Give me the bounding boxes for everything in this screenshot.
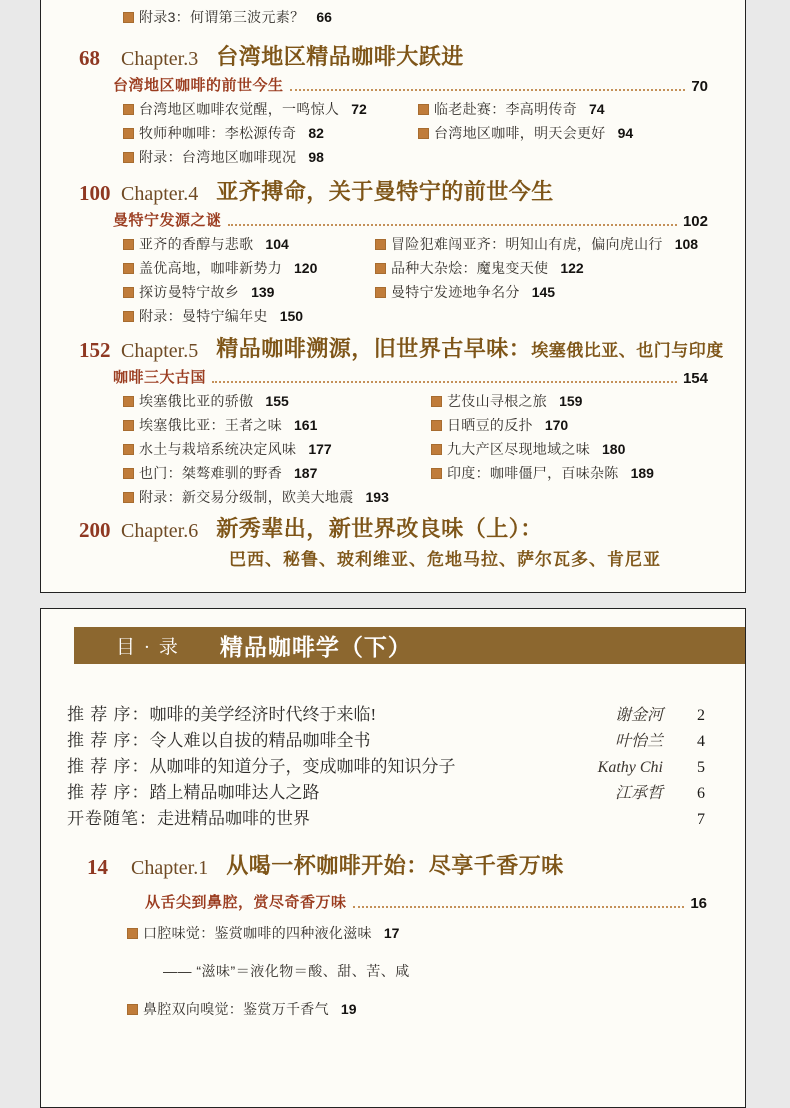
toc-item-label: 口腔味觉：鉴赏咖啡的四种液化滋味 [143,925,372,941]
chapter4-subhead [113,206,708,230]
bullet-square-icon [123,311,134,322]
toc-item-page: 108 [674,236,699,252]
toc-item-label: 附录：新交易分级制，欧美大地震 [139,489,354,505]
toc-item-label: 水土与栽培系统决定风味 [139,441,297,457]
bullet-square-icon [431,396,442,407]
chapter1-page-number: 14 [87,855,108,879]
toc-item-page: 187 [294,465,318,481]
toc-item-page: 177 [308,441,332,457]
bullet-square-icon [123,420,134,431]
preface-label: 推 荐 序： [67,705,150,724]
toc-row [123,437,707,461]
toc-row [123,413,707,437]
toc-item-label: 牧师种咖啡：李松源传奇 [139,125,297,141]
toc-item-page: 120 [294,260,318,276]
toc-item [123,391,431,411]
bullet-square-icon [123,263,134,274]
bullet-square-icon [123,287,134,298]
bullet-square-icon [123,239,134,250]
chapter1-subhead-label: 从舌尖到鼻腔，赏尽奇香万味 [145,894,347,911]
toc-item-page: 161 [294,417,318,433]
dotted-leader [228,224,677,226]
toc-item-page: 155 [265,393,289,409]
bullet-square-icon [123,128,134,139]
chapter1-heading [41,850,745,880]
toc-item [431,415,707,435]
toc-item-page: 193 [365,489,389,505]
toc-row [123,389,707,413]
toc-item [123,487,431,507]
toc-row [123,461,707,485]
chapter5-title [216,332,724,363]
preface-title: 咖啡的美学经济时代终于来临! [149,705,377,724]
toc-item-label: 九大产区尽现地域之味 [447,441,590,457]
toc-row [123,485,707,509]
chapter4-items [123,232,707,328]
chapter5-subhead [113,363,708,387]
chapter1-items [127,922,707,1020]
preface-row [67,778,705,804]
toc-item-label: 艺伎山寻根之旅 [447,393,548,409]
chapter5-word: Chapter.5 [121,340,199,362]
toc-item-label: 附录3：何谓第三波元素？ [139,9,305,25]
dotted-leader [353,906,685,908]
toc-item-label: 附录：台湾地区咖啡现况 [139,149,297,165]
toc-item [123,147,418,167]
bullet-square-icon [375,287,386,298]
toc-row [123,121,707,145]
toc-item [123,99,418,119]
toc-item-page: 189 [630,465,654,481]
bullet-square-icon [127,928,138,939]
toc-item-page: 17 [383,925,400,941]
toc-item [375,258,707,278]
preface-author: 谢金河 [614,707,663,724]
toc-row [123,232,707,256]
toc-item [123,282,375,302]
preface-author: Kathy Chi [597,759,663,776]
toc-item [123,463,431,483]
chapter4-subhead-label: 曼特宁发源之谜 [113,212,222,229]
chapter6-title-line2: 巴西、秘鲁、玻利维亚、危地马拉、萨尔瓦多、肯尼亚 [229,550,661,569]
chapter5-title-main: 精品咖啡溯源，旧世界古早味： [216,336,532,361]
preface-page: 5 [697,759,705,776]
toc-banner [74,627,745,664]
bullet-square-icon [431,468,442,479]
chapter6-word: Chapter.6 [121,520,199,542]
preface-author: 叶怡兰 [614,733,663,750]
chapter4-subhead-page: 102 [682,213,708,230]
toc-item-page: 145 [531,284,556,300]
chapter4-word: Chapter.4 [121,183,199,205]
preface-row [67,804,705,830]
toc-item-label: 鼻腔双向嗅觉：鉴赏万千香气 [143,1001,329,1017]
chapter3-title: 台湾地区精品咖啡大跃进 [216,44,464,69]
toc-item-page: 72 [351,101,367,117]
toc-item [123,439,431,459]
toc-item [418,99,707,119]
chapter6-heading [41,513,745,543]
toc-item [431,391,707,411]
toc-item [375,282,707,302]
toc-item-label: 曼特宁发迹地争名分 [391,284,520,300]
chapter5-items [123,389,707,509]
toc-item-label: 埃塞俄比亚的骄傲 [139,393,254,409]
chapter1-word: Chapter.1 [131,857,209,879]
toc-item [123,123,418,143]
bullet-square-icon [123,492,134,503]
dotted-leader [212,381,677,383]
toc-row [123,145,707,169]
preface-label: 开卷随笔： [67,809,157,828]
toc-item-label: 埃塞俄比亚：王者之味 [139,417,282,433]
bullet-square-icon [127,1004,138,1015]
toc-item-label: 日晒豆的反扑 [447,417,533,433]
bullet-square-icon [123,12,134,23]
bullet-square-icon [418,128,429,139]
toc-page-upper [40,0,746,593]
banner-book-title: 精品咖啡学（下） [219,634,412,660]
toc-item-label: 附录：曼特宁编年史 [139,308,268,324]
toc-item-page: 104 [265,236,289,252]
chapter6-page-number: 200 [79,518,111,542]
toc-item-page: 82 [308,125,324,141]
toc-item [123,306,375,326]
toc-row [123,280,707,304]
preface-title: 令人难以自拔的精品咖啡全书 [149,731,371,750]
toc-item-page: 159 [559,393,583,409]
bullet-square-icon [431,444,442,455]
toc-item-page: 94 [617,125,634,141]
chapter5-subhead-label: 咖啡三大古国 [113,369,207,386]
bullet-square-icon [375,263,386,274]
preface-author: 江承哲 [614,785,663,802]
bullet-square-icon [375,239,386,250]
toc-item-page: 74 [589,101,605,117]
chapter3-heading [41,41,745,71]
chapter3-subhead-page: 70 [691,78,708,95]
preface-label: 推 荐 序： [67,783,150,802]
chapter3-subhead [113,71,708,95]
chapter1-title: 从喝一杯咖啡开始：尽享千香万味 [226,853,564,878]
toc-row [123,256,707,280]
chapter1-subhead [145,888,707,912]
chapter3-subhead-label: 台湾地区咖啡的前世今生 [113,77,284,94]
chapter5-page-number: 152 [79,338,111,362]
toc-item-label: 台湾地区咖啡，明天会更好 [434,125,606,141]
preface-title: 从咖啡的知道分子，变成咖啡的知识分子 [149,757,456,776]
toc-item-note: —— “滋味”＝液化物＝酸、甜、苦、咸 [163,963,410,979]
toc-row [123,304,707,328]
chapter3-items [123,97,707,169]
toc-item-label: 探访曼特宁故乡 [139,284,240,300]
toc-item-page: 19 [340,1001,357,1017]
preface-title: 踏上精品咖啡达人之路 [149,783,320,802]
toc-item-label: 也门：桀骜难驯的野香 [139,465,282,481]
preface-page: 6 [697,785,705,802]
dotted-leader [290,89,686,91]
chapter4-page-number: 100 [79,181,111,205]
bullet-square-icon [123,468,134,479]
toc-item-label: 品种大杂烩：魔鬼变天使 [391,260,549,276]
toc-row [123,97,707,121]
toc-item [127,922,707,944]
toc-item-page: 139 [251,284,275,300]
toc-item-appendix3 [123,0,745,28]
chapter3-word: Chapter.3 [121,48,199,70]
preface-row [67,752,705,778]
chapter6-title: 新秀辈出，新世界改良味（上）： [216,516,543,541]
toc-item-page: 66 [316,9,332,25]
toc-item [431,463,707,483]
chapter4-heading [41,176,745,206]
toc-item-label: 冒险犯难闯亚齐：明知山有虎，偏向虎山行 [391,236,663,252]
bullet-square-icon [123,396,134,407]
preface-row [67,700,705,726]
preface-page: 7 [697,811,705,828]
toc-item [431,439,707,459]
toc-page-lower [40,608,746,1108]
toc-item-label: 亚齐的香醇与悲歌 [139,236,254,252]
toc-item-label: 临老赴赛：李高明传奇 [434,101,577,117]
banner-mulu-label: 目 · 录 [116,637,180,658]
chapter4-title: 亚齐搏命，关于曼特宁的前世今生 [216,179,554,204]
toc-item-label: 印度：咖啡僵尸，百味杂陈 [447,465,619,481]
bullet-square-icon [123,444,134,455]
chapter1-subhead-page: 16 [690,895,707,912]
toc-item-page: 170 [544,417,569,433]
toc-item [375,234,707,254]
preface-title: 走进精品咖啡的世界 [157,809,310,828]
chapter5-title-sub: 埃塞俄比亚、也门与印度 [531,341,724,360]
chapter3-page-number: 68 [79,46,100,70]
toc-item [123,258,375,278]
toc-item [127,998,707,1020]
toc-item [123,415,431,435]
toc-item-page: 98 [308,149,324,165]
preface-list [67,700,705,830]
bullet-square-icon [123,104,134,115]
preface-page: 2 [697,707,705,724]
toc-item [418,123,707,143]
chapter5-subhead-page: 154 [682,370,708,387]
toc-item-page: 180 [602,441,626,457]
chapter5-heading [41,333,745,363]
preface-label: 推 荐 序： [67,731,150,750]
toc-item-label: 台湾地区咖啡农觉醒，一鸣惊人 [139,101,340,117]
preface-page: 4 [697,733,705,750]
toc-item-page: 122 [560,260,584,276]
preface-label: 推 荐 序： [67,757,150,776]
bullet-square-icon [418,104,429,115]
bullet-square-icon [431,420,442,431]
toc-item [123,234,375,254]
bullet-square-icon [123,152,134,163]
preface-row [67,726,705,752]
toc-item-page: 150 [279,308,304,324]
toc-item-label: 盖优高地，咖啡新势力 [139,260,282,276]
